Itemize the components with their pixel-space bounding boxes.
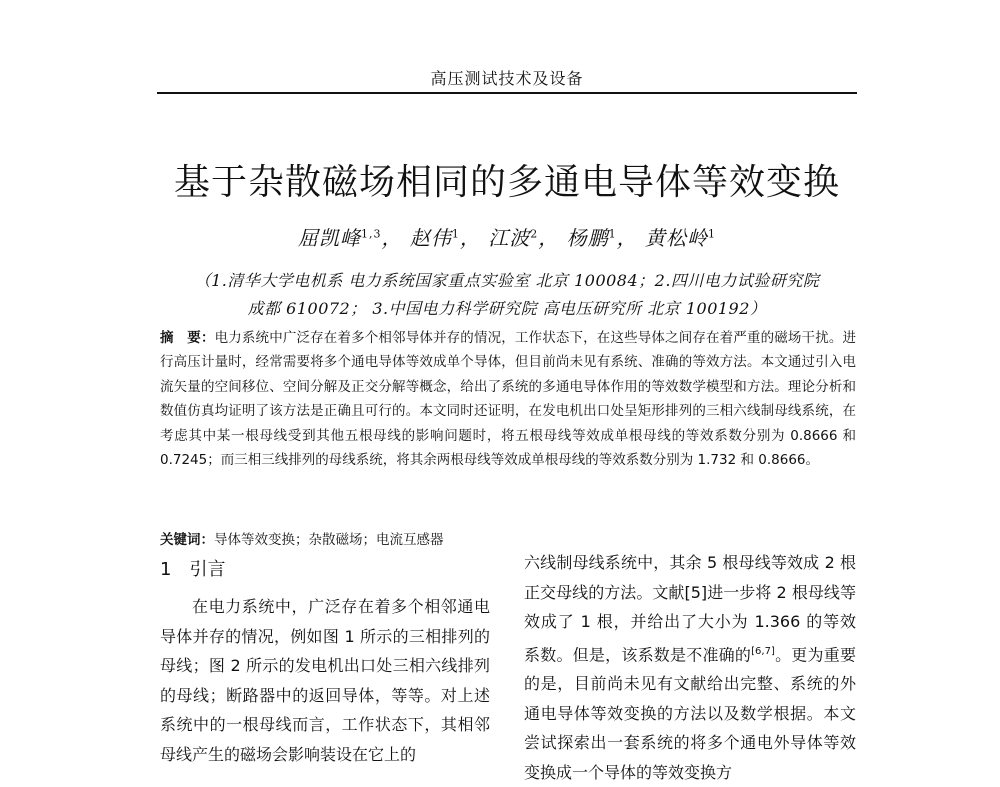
author-affiliation-mark: 1 [451,227,460,241]
running-head: 高压测试技术及设备 [430,69,584,88]
body-text: 六线制母线系统中，其余 5 根母线等效成 2 根正交母线的方法。文献[5]进一步将 2 根母线等效成了 1 根，并给出了大小为 1.366 的等效系数。但是，该系数是不准确的 [524,553,856,664]
body-column-left: 在电力系统中，广泛存在着多个相邻通电导体并存的情况，例如图 1 所示的三相排列的母线；图 2 所示的发电机出口处三相六线排列的母线；断路器中的返回导体，等等。对上述系统中的一根母线而言，工作状态下，其相邻母线产生的磁场会影响装设在它上的 [160,597,490,764]
author-name: 黄松岭 [644,226,708,250]
author-name: 江波 [488,226,531,250]
keywords-text: 导体等效变换；杂散磁场；电流互感器 [214,532,444,548]
section-heading: 1 引言 [160,559,226,580]
abstract-text: 电力系统中广泛存在着多个相邻导体并存的情况，工作状态下，在这些导体之间存在着严重的磁场干扰。进行高压计量时，经常需要将多个通电导体等效成单个导体，但目前尚未见有系统、准确的等效方法。本文通过引入电流矢量的空间移位、空间分解及正交分解等概念，给出了系统的多通电导体作用的等效数学模型和方法。理论分析和数值仿真均证明了该方法是正确且可行的。本文同时还证明，在发电机出口处呈矩形排列的三相六线制母线系统，在考虑其中某一根母线受到其他五根母线的影响问题时，将五根母线等效成单根母线的等效系数分别为 0.8666 和 0.7245；而三相三线排列的母线系统，将其余两根母线等效成单根母线的等效系数分别为 1.732 和 0.8666。 [160,330,857,469]
affiliation-line-1: （1.清华大学电机系 电力系统国家重点实验室 北京 100084；2.四川电力试验研究院 [194,271,820,290]
abstract-label: 摘 要： [160,330,215,346]
author-name: 赵伟 [409,226,452,250]
keywords-label: 关键词： [160,532,214,548]
paper-title: 基于杂散磁场相同的多通电导体等效变换 [173,162,840,203]
author-list [157,222,857,251]
author-name: 屈凯峰 [298,226,362,250]
author-separator: ， [538,226,560,250]
author-name: 杨鹏 [566,226,609,250]
affiliation-line-2: 成都 610072； 3.中国电力科学研究院 高电压研究所 北京 100192） [247,299,767,318]
author-separator: ， [616,226,638,250]
body-text: 。更为重要的是，目前尚未见有文献给出完整、系统的外通电导体等效变换的方法以及数学根据。本文尝试探索出一套系统的将多个通电外导体等效变换成一个导体的等效变换方 [524,644,856,782]
header-rule [157,92,857,94]
author-affiliation-mark: 1 [608,227,617,241]
citation-mark: [6,7] [751,645,775,657]
keywords [160,528,856,548]
author-separator: ， [381,226,403,250]
author-separator: ， [459,226,481,250]
author-affiliation-mark: 2 [530,227,539,241]
body-column-right [524,548,856,787]
author-affiliation-mark: 1,3 [361,227,382,241]
abstract [160,326,856,472]
author-affiliation-mark: 1 [707,227,716,241]
